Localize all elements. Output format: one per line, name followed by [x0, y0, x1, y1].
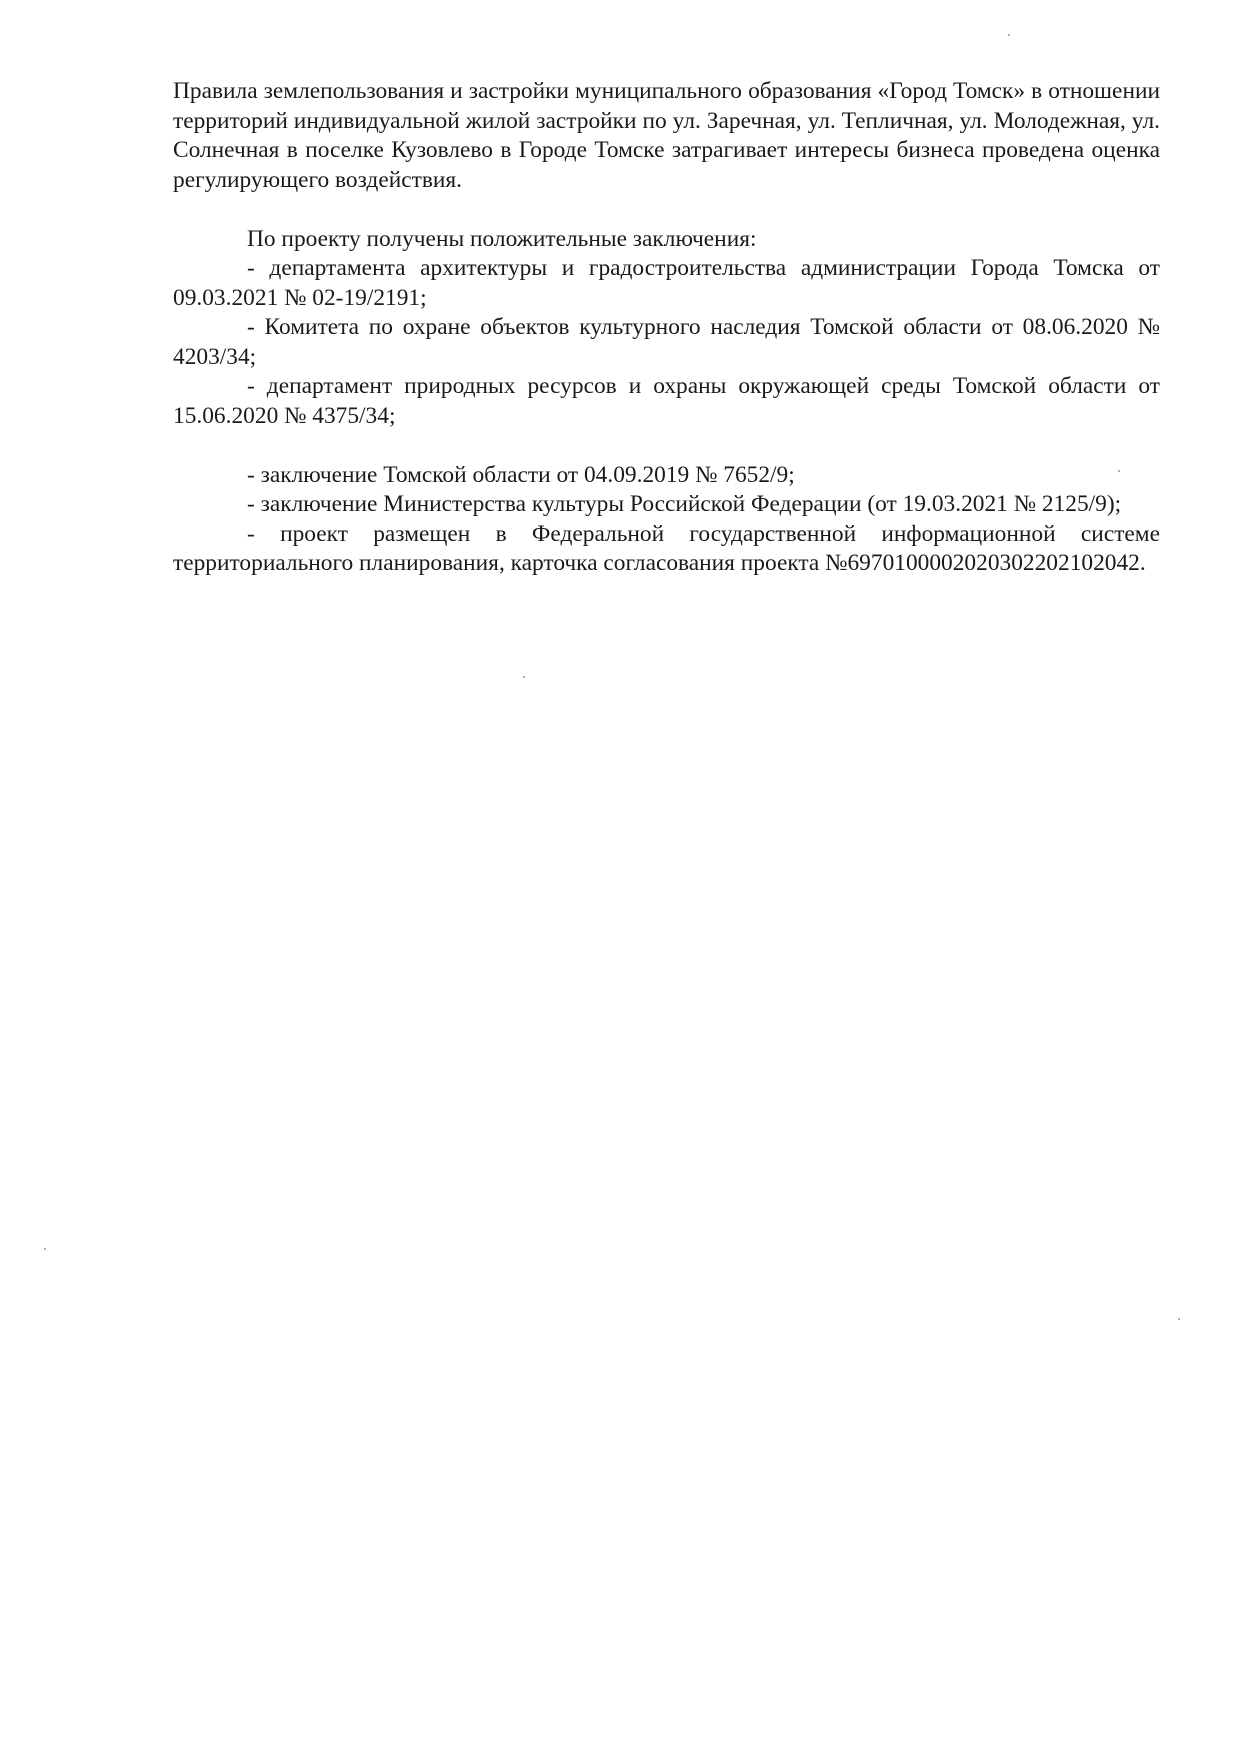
intro-paragraph: Правила землепользования и застройки муниципального образования «Город Томск» в отношении территорий индивидуальной жилой застройки по ул. Заречная, ул. Тепличная, ул. Молодежная, ул. Солнечная в поселке Кузовлево в Городе Томске затрагивает интересы бизнеса проведена оценка регулирующего воздействия. — [173, 78, 1160, 193]
scan-speck — [1118, 470, 1120, 472]
scan-speck — [1008, 34, 1010, 36]
conclusion-item-architecture: - департамента архитектуры и градостроительства администрации Города Томска от 09.03.2021 № 02-19/2191; — [173, 255, 1160, 311]
scan-speck — [523, 676, 525, 678]
conclusions-heading: По проекту получены положительные заключения: — [247, 225, 757, 252]
further-item-regional: - заключение Томской области от 04.09.2019 № 7652/9; — [247, 461, 795, 488]
further-item-ministry: - заключение Министерства культуры Российской Федерации (от 19.03.2021 № 2125/9); — [247, 491, 1122, 517]
document-body — [173, 77, 1160, 579]
further-item-fgis: - проект размещен в Федеральной государственной информационной системе территориального планирования, карточка согласования проекта №6970100002020302202102042. — [173, 520, 1160, 576]
scan-speck — [1178, 1318, 1180, 1320]
conclusion-item-heritage: - Комитета по охране объектов культурного наследия Томской области от 08.06.2020 № 4203/34; — [173, 314, 1160, 370]
scan-speck — [44, 1248, 46, 1250]
conclusion-item-environment: - департамент природных ресурсов и охраны окружающей среды Томской области от 15.06.2020 № 4375/34; — [173, 373, 1160, 429]
